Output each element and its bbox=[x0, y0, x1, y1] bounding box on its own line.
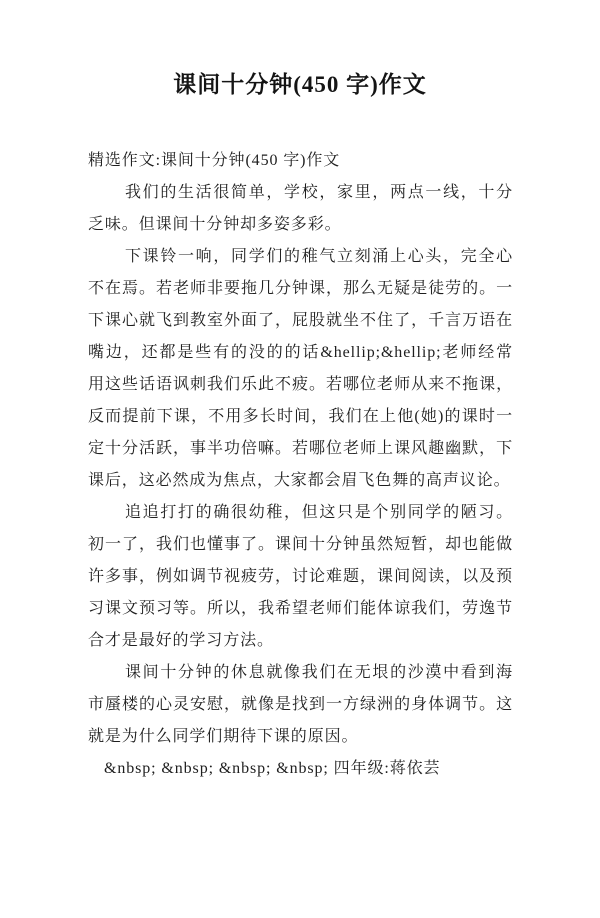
paragraph: 下课铃一响，同学们的稚气立刻涌上心头，完全心不在焉。若老师非要拖几分钟课，那么无疑是徒劳的。一下课心就飞到教室外面了，屁股就坐不住了，千言万语在嘴边，还都是些有的没的的话&hellip;&hellip;老师经常用这些话语讽刺我们乐此不疲。若哪位老师从来不拖课，反而提前下课，不用多长时间，我们在上他(她)的课时一定十分活跃，事半功倍嘛。若哪位老师上课风趣幽默，下课后，这必然成为焦点，大家都会眉飞色舞的高声议论。 bbox=[88, 248, 513, 489]
signature-line: &nbsp; &nbsp; &nbsp; &nbsp; 四年级:蒋依芸 bbox=[104, 760, 441, 777]
document-page bbox=[0, 70, 600, 918]
page-title: 课间十分钟(450 字)作文 bbox=[173, 72, 427, 97]
paragraph: 课间十分钟的休息就像我们在无垠的沙漠中看到海市蜃楼的心灵安慰，就像是找到一方绿洲的身体调节。这就是为什么同学们期待下课的原因。 bbox=[88, 664, 513, 745]
essay-body bbox=[88, 145, 513, 785]
essay-source-line: 精选作文:课间十分钟(450 字)作文 bbox=[88, 152, 341, 169]
paragraph: 我们的生活很简单，学校，家里，两点一线，十分乏味。但课间十分钟却多姿多彩。 bbox=[88, 184, 513, 233]
paragraph: 追追打打的确很幼稚，但这只是个别同学的陋习。初一了，我们也懂事了。课间十分钟虽然短暂，却也能做许多事，例如调节视疲劳，讨论难题，课间阅读，以及预习课文预习等。所以，我希望老师们能体谅我们，劳逸节合才是最好的学习方法。 bbox=[88, 504, 513, 649]
